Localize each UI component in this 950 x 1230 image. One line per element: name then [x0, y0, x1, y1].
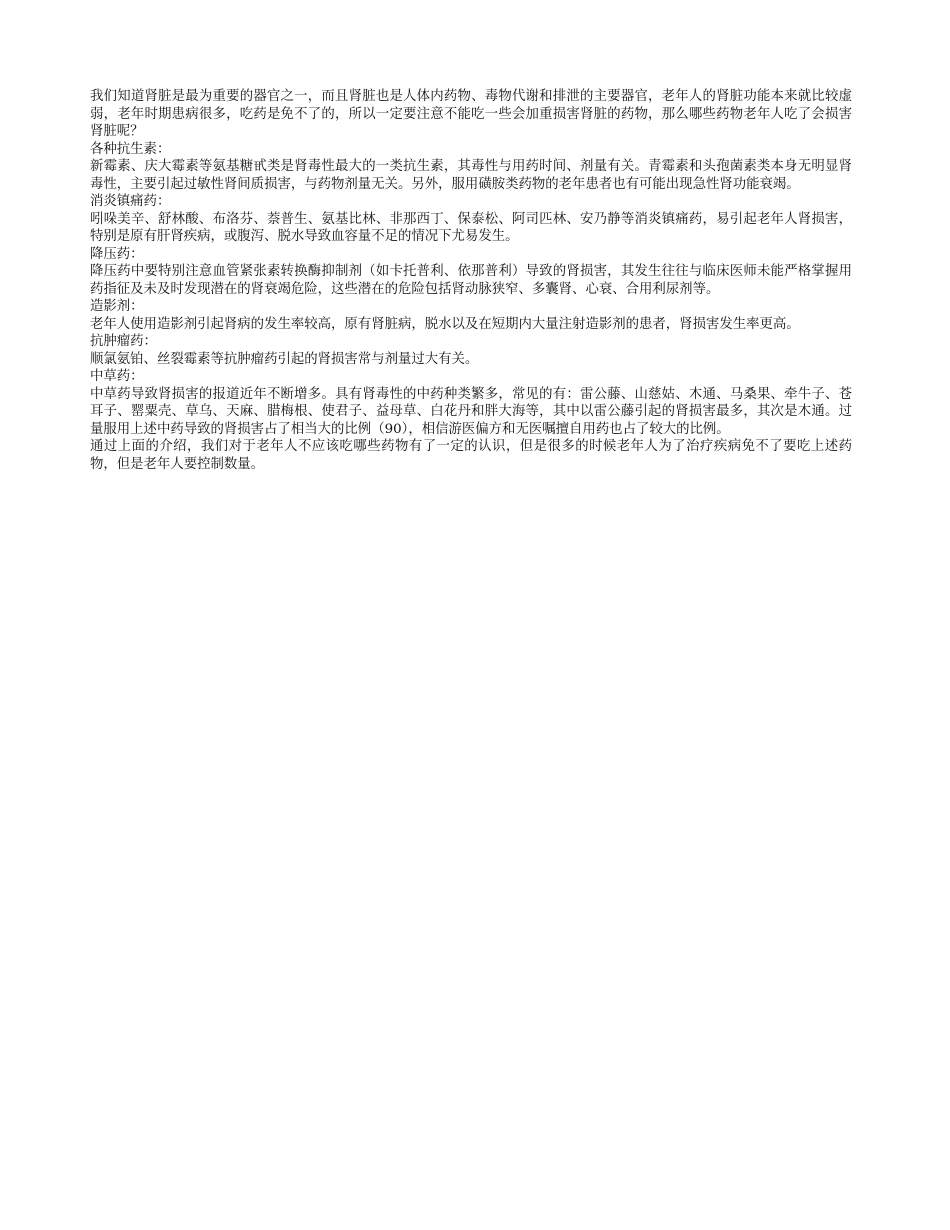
intro-paragraph: 我们知道肾脏是最为重要的器官之一，而且肾脏也是人体内药物、毒物代谢和排泄的主要器官，老年人的肾脏功能本来就比较虚弱，老年时期患病很多，吃药是免不了的，所以一定要注意不能吃一些会加重损害肾脏的药物，那么哪些药物老年人吃了会损害肾脏呢？: [90, 89, 852, 139]
section-heading-herbal: 中草药：: [90, 369, 144, 384]
section-body-contrast-agents: 老年人使用造影剂引起肾病的发生率较高，原有肾脏病，脱水以及在短期内大量注射造影剂的患者，肾损害发生率更高。: [90, 316, 800, 332]
section-heading-analgesics: 消炎镇痛药：: [90, 194, 171, 209]
section-body-antitumor: 顺氯氨铂、丝裂霉素等抗肿瘤药引起的肾损害常与剂量过大有关。: [90, 351, 479, 367]
section-heading-antibiotics: 各种抗生素：: [90, 141, 171, 157]
section-heading-contrast-agents: 造影剂：: [90, 299, 144, 314]
section-body-antihypertensives: 降压药中要特别注意血管紧张素转换酶抑制剂（如卡托普利、依那普利）导致的肾损害，其发生往往与临床医师未能严格掌握用药指征及未及时发现潜在的肾衰竭危险，这些潜在的危险包括肾动脉狭窄、多囊肾、心衰、合用利尿剂等。: [90, 264, 852, 297]
section-heading-antihypertensives: 降压药：: [90, 246, 144, 262]
document-body: [90, 88, 852, 473]
section-heading-antitumor: 抗肿瘤药：: [90, 334, 157, 349]
section-body-herbal: 中草药导致肾损害的报道近年不断增多。具有肾毒性的中药种类繁多，常见的有：雷公藤、山慈姑、木通、马桑果、牵牛子、苍耳子、罂粟壳、草乌、天麻、腊梅根、使君子、益母草、白花丹和胖大海等，其中以雷公藤引起的肾损害最多，其次是木通。过量服用上述中药导致的肾损害占了相当大的比例（90），相信游医偏方和无医嘱擅自用药也占了较大的比例。: [90, 386, 852, 437]
conclusion-paragraph: 通过上面的介绍，我们对于老年人不应该吃哪些药物有了一定的认识，但是很多的时候老年人为了治疗疾病免不了要吃上述药物，但是老年人要控制数量。: [90, 439, 852, 472]
section-body-analgesics: 吲哚美辛、舒林酸、布洛芬、萘普生、氨基比林、非那西丁、保泰松、阿司匹林、安乃静等消炎镇痛药，易引起老年人肾损害，特别是原有肝肾疾病，或腹泻、脱水导致血容量不足的情况下尤易发生。: [90, 211, 852, 244]
section-body-antibiotics: 新霉素、庆大霉素等氨基糖甙类是肾毒性最大的一类抗生素，其毒性与用药时间、剂量有关。青霉素和头孢菌素类本身无明显肾毒性，主要引起过敏性肾间质损害，与药物剂量无关。另外，服用磺胺类药物的老年患者也有可能出现急性肾功能衰竭。: [90, 159, 852, 192]
